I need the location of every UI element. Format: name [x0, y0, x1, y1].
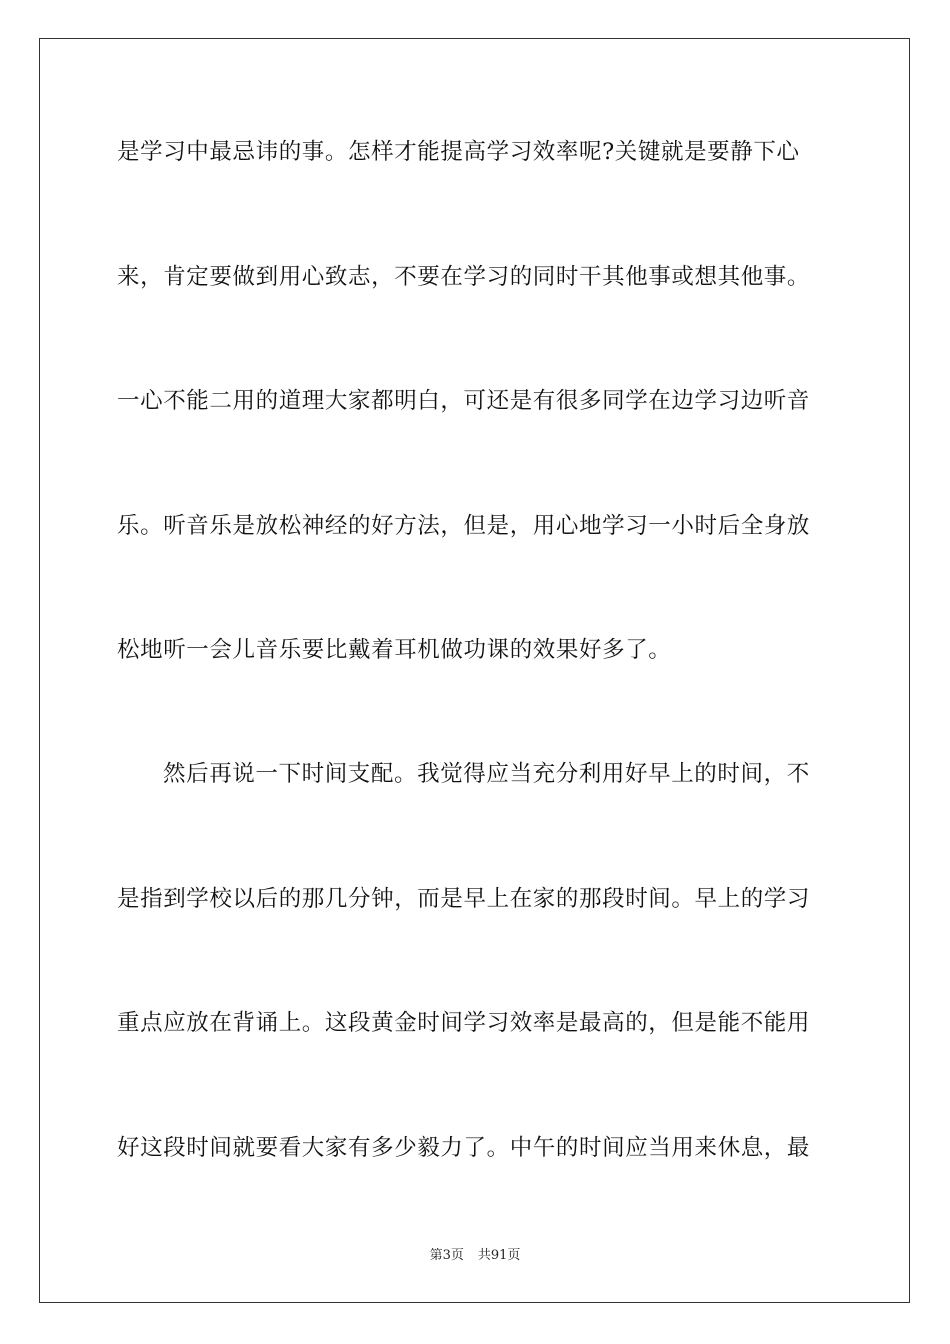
- text-line: 一心不能二用的道理大家都明白，可还是有很多同学在边学习边听音: [117, 388, 811, 414]
- text-line: 是学习中最忌讳的事。怎样才能提高学习效率呢?关键就是要静下心: [117, 139, 800, 165]
- text-line: 来，肯定要做到用心致志，不要在学习的同时干其他事或想其他事。: [117, 264, 811, 290]
- text-line: 松地听一会儿音乐要比戴着耳机做功课的效果好多了。: [117, 637, 672, 663]
- page-number: 第3页: [429, 1248, 464, 1263]
- total-pages: 共91页: [477, 1248, 521, 1263]
- text-line: 乐。听音乐是放松神经的好方法，但是，用心地学习一小时后全身放: [117, 513, 811, 539]
- page-footer: [0, 1247, 950, 1265]
- page-border: [39, 38, 910, 1303]
- text-line: 重点应放在背诵上。这段黄金时间学习效率是最高的，但是能不能用: [117, 1010, 811, 1036]
- text-line: 好这段时间就要看大家有多少毅力了。中午的时间应当用来休息，最: [117, 1135, 811, 1161]
- paragraph-first-line: 然后再说一下时间支配。我觉得应当充分利用好早上的时间，不: [163, 761, 810, 787]
- text-line: 是指到学校以后的那几分钟，而是早上在家的那段时间。早上的学习: [117, 886, 811, 912]
